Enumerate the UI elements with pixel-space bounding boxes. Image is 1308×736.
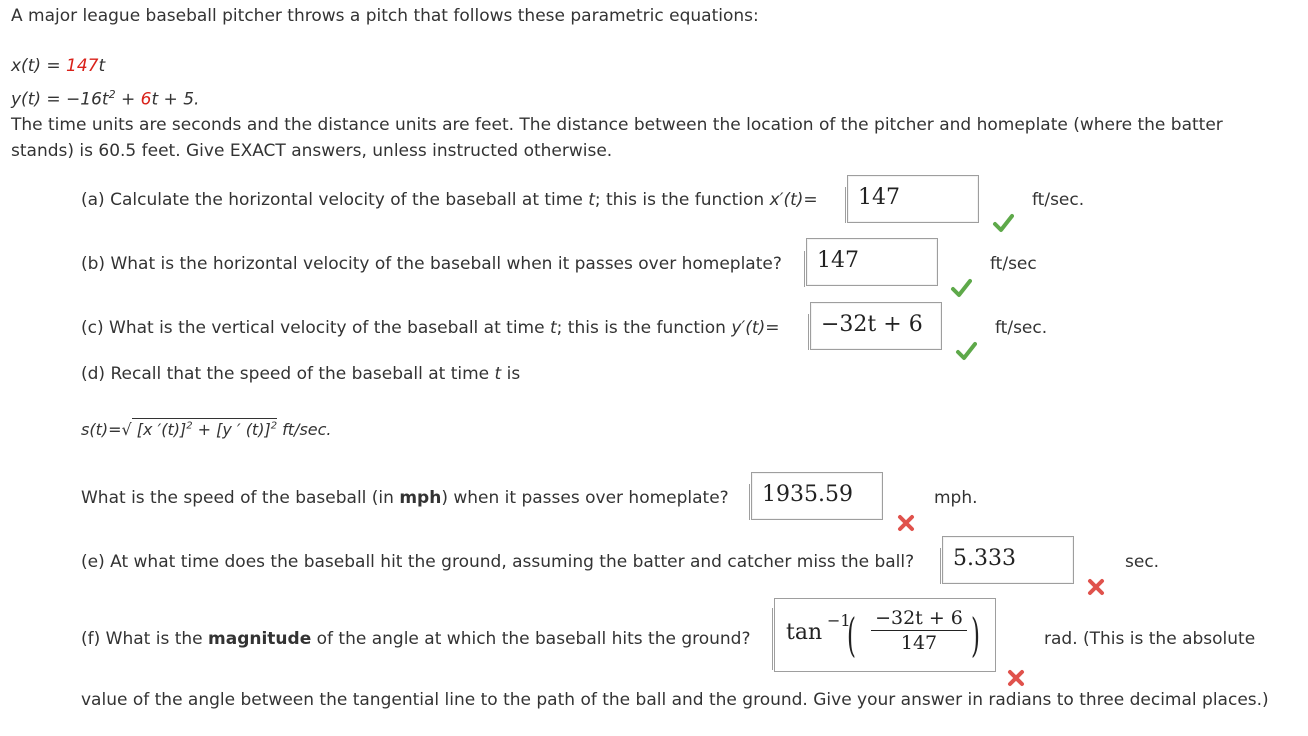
question-d-speed-prefix: What is the speed of the baseball (in: [81, 488, 400, 508]
question-e: (e) At what time does the baseball hit the ground, assuming the batter and catcher miss the ball?: [81, 552, 915, 572]
equation-x: [11, 56, 105, 76]
answer-c-divider: [808, 314, 809, 350]
question-f-bold: magnitude: [208, 629, 312, 649]
answer-e-input[interactable]: 5.333: [942, 536, 1074, 584]
equation-y-coef: 6: [140, 89, 152, 110]
answer-d-unit: mph.: [934, 488, 978, 508]
speed-formula-mid: + [y ′ (t)]: [192, 420, 271, 439]
answer-e-divider: [940, 548, 941, 584]
question-d-t: t: [494, 364, 502, 384]
speed-formula-exp2: 2: [270, 420, 278, 432]
speed-formula-body: [x ′(t)]: [131, 420, 187, 439]
question-d-speed-bold: mph: [399, 488, 442, 508]
question-f-note: value of the angle between the tangential line to the path of the ball and the ground. Give your answer in radians to three decimal places.): [81, 690, 1269, 710]
question-a: [81, 190, 818, 210]
question-b: (b) What is the horizontal velocity of the baseball when it passes over homeplate?: [81, 254, 782, 274]
question-a-suffix: ; this is the function: [594, 190, 770, 210]
answer-d-incorrect-icon: [896, 513, 916, 533]
answer-c-unit: ft/sec.: [995, 318, 1048, 338]
speed-formula-lhs: s(t)=√: [81, 420, 132, 439]
question-a-fn: x′(t)=: [769, 190, 818, 210]
answer-f-fraction: [871, 607, 967, 654]
description-line-1: The time units are seconds and the distance units are feet. The distance between the location of the pitcher and homeplate (where the batter: [11, 115, 1223, 135]
question-c-fn: y′(t)=: [731, 318, 780, 338]
question-f: [81, 629, 751, 649]
question-c-t: t: [549, 318, 557, 338]
equation-x-var: t: [98, 56, 106, 76]
answer-f-left-paren: (: [847, 608, 856, 662]
answer-a-unit: ft/sec.: [1032, 190, 1085, 210]
question-d-text1: (d) Recall that the speed of the baseball at time: [81, 364, 495, 384]
answer-f-unit: rad. (This is the absolute: [1044, 629, 1256, 649]
question-d-speed-suffix: ) when it passes over homeplate?: [441, 488, 729, 508]
question-a-t: t: [588, 190, 595, 210]
answer-b-divider: [804, 251, 805, 287]
question-f-suffix: of the angle at which the baseball hits the ground?: [311, 629, 751, 649]
answer-f-divider: [772, 608, 773, 670]
question-a-prefix: (a) Calculate the horizontal velocity of the baseball at time: [81, 190, 589, 210]
equation-y-lhs: y(t) = −16t: [11, 89, 109, 110]
problem-intro: A major league baseball pitcher throws a pitch that follows these parametric equations:: [11, 6, 759, 26]
equation-y-mid: +: [115, 89, 141, 110]
answer-f-incorrect-icon: [1006, 668, 1026, 688]
equation-y-exp: 2: [108, 88, 116, 101]
answer-b-correct-icon: [950, 277, 972, 299]
answer-d-input[interactable]: 1935.59: [751, 472, 883, 520]
answer-b-input[interactable]: 147: [806, 238, 938, 286]
answer-f-denominator: 147: [900, 632, 938, 654]
description-line-2: stands) is 60.5 feet. Give EXACT answers, unless instructed otherwise.: [11, 141, 613, 161]
question-f-prefix: (f) What is the: [81, 629, 209, 649]
answer-e-unit: sec.: [1125, 552, 1160, 572]
answer-a-input[interactable]: 147: [847, 175, 979, 223]
question-c-suffix: ; this is the function: [556, 318, 732, 338]
question-d: [81, 364, 520, 384]
answer-e-incorrect-icon: [1086, 577, 1106, 597]
answer-d-divider: [749, 484, 750, 520]
answer-c-input[interactable]: −32t + 6: [810, 302, 942, 350]
answer-f-numerator: −32t + 6: [871, 607, 967, 631]
answer-f-right-paren: ): [971, 608, 980, 662]
answer-c-correct-icon: [955, 340, 977, 362]
equation-x-coef: 147: [66, 56, 99, 76]
equation-y-rest: t + 5.: [151, 89, 200, 110]
answer-a-correct-icon: [992, 212, 1014, 234]
question-d-speed: [81, 488, 729, 508]
answer-f-tan: tan: [786, 620, 823, 645]
answer-b-unit: ft/sec: [990, 254, 1037, 274]
question-c-prefix: (c) What is the vertical velocity of the baseball at time: [81, 318, 550, 338]
equation-y: [11, 88, 199, 110]
speed-formula-exp1: 2: [186, 420, 193, 432]
answer-f-exp: −1: [827, 611, 851, 630]
answer-f-input[interactable]: [774, 598, 996, 672]
equation-x-lhs: x(t) =: [11, 56, 67, 76]
speed-formula: [81, 420, 332, 439]
speed-formula-unit: ft/sec.: [277, 420, 332, 439]
answer-a-divider: [845, 187, 846, 223]
question-d-text2: is: [501, 364, 521, 384]
question-c: [81, 318, 779, 338]
